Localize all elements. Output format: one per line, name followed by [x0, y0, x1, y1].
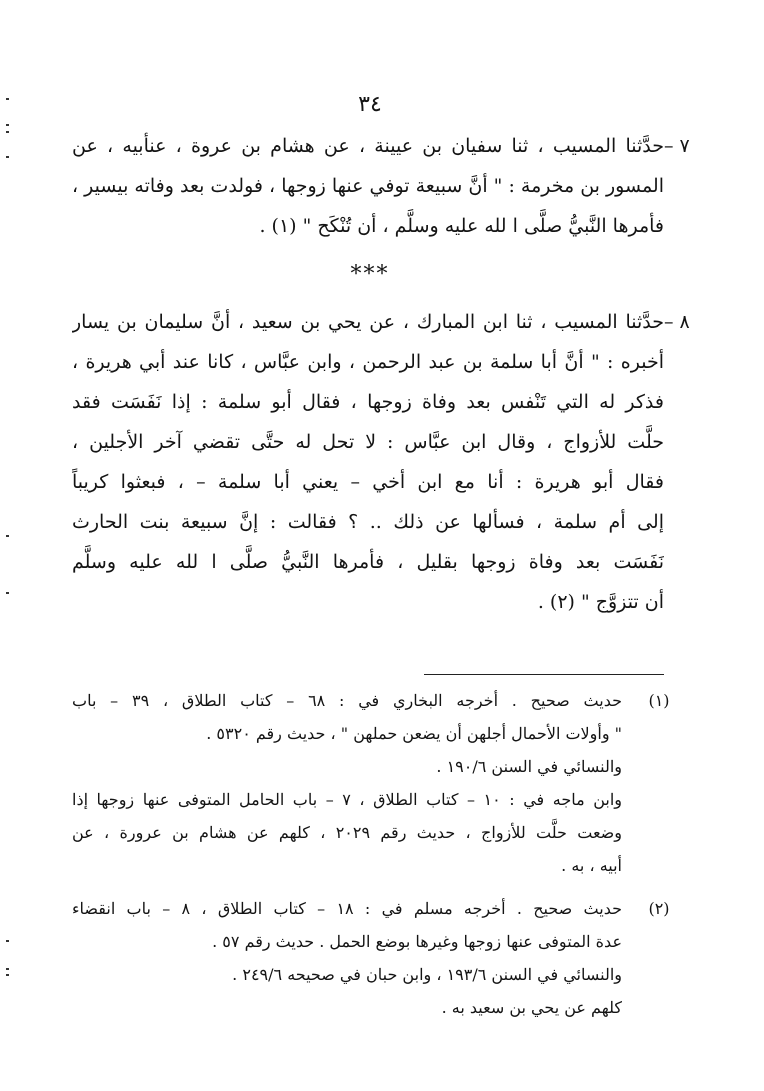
edge-mark: [6, 592, 9, 594]
edge-mark: [6, 974, 9, 976]
hadith-line: فأمرها النَّبيُّ صلَّى ا لله عليه وسلَّم ، أن تُنْكَح " (١) .: [259, 215, 664, 237]
footnote-2: [72, 892, 670, 1024]
footnote-1: [72, 684, 670, 882]
section-separator: ***: [350, 262, 390, 287]
hadith-line: حلَّت للأزواج ، وقال ابن عبَّاس : لا تحل له حتَّى تقضي آخر الأجلين ،: [72, 431, 664, 453]
footnote-line: حديث صحيح . أخرجه البخاري في : ٦٨ – كتاب الطلاق ، ٣٩ – باب: [72, 691, 622, 710]
edge-mark: [6, 124, 9, 126]
edge-mark: [6, 968, 9, 970]
footnote-line: " وأولات الأحمال أجلهن أن يضعن حملهن " ، حديث رقم ٥٣٢٠ .: [206, 724, 622, 743]
footnote-number: (١): [648, 691, 670, 710]
hadith-line: نَفَسَت بعد وفاة زوجها بقليل ، فأمرها النَّبيُّ صلَّى ا لله عليه وسلَّم: [72, 551, 664, 573]
hadith-line: حدَّثنا المسيب ، ثنا سفيان بن عيينة ، عن هشام بن عروة ، عنأبيه ، عن: [72, 135, 664, 157]
hadith-line: المسور بن مخرمة : " أنَّ سبيعة توفي عنها زوجها ، فولدت بعد وفاته بيسير ،: [72, 175, 664, 197]
hadith-number: ٨ –: [664, 311, 690, 333]
footnote-line: والنسائي في السنن ١٩٠/٦ .: [436, 757, 622, 776]
footnote-number: (٢): [648, 899, 670, 918]
footnote-line: عدة المتوفى عنها زوجها وغيرها بوضع الحمل . حديث رقم ٥٧ .: [212, 932, 622, 951]
edge-mark: [6, 156, 9, 158]
hadith-7: [72, 126, 690, 246]
edge-mark: [6, 940, 9, 942]
footnote-line: والنسائي في السنن ١٩٣/٦ ، وابن حبان في صحيحه ٢٤٩/٦ .: [232, 965, 622, 984]
footnote-line: وابن ماجه في : ١٠ – كتاب الطلاق ، ٧ – باب الحامل المتوفى عنها زوجها إذا: [72, 790, 622, 809]
hadith-8: [72, 302, 690, 622]
edge-mark: [6, 131, 9, 133]
hadith-line: فذكر له التي تَنْفس بعد وفاة زوجها ، فقال أبو سلمة : إذا نَفَسَت فقد: [72, 391, 664, 413]
footnote-line: أبيه ، به .: [561, 856, 622, 875]
hadith-line: إلى أم سلمة ، فسألها عن ذلك .. ؟ فقالت : إنَّ سبيعة بنت الحارث: [72, 511, 664, 533]
page-number: ٣٤: [358, 92, 382, 117]
hadith-line: أن تتزوَّج " (٢) .: [537, 591, 664, 613]
footnote-line: وضعت حلَّت للأزواج ، حديث رقم ٢٠٢٩ ، كلهم عن هشام بن عرورة ، عن: [72, 823, 622, 842]
footnote-line: حديث صحيح . أخرجه مسلم في : ١٨ – كتاب الطلاق ، ٨ – باب انقضاء: [72, 899, 622, 918]
hadith-line: حدَّثنا المسيب ، ثنا ابن المبارك ، عن يحي بن سعيد ، أنَّ سليمان بن يسار: [72, 311, 664, 333]
edge-mark: [6, 535, 9, 537]
hadith-line: أخبره : " أنَّ أبا سلمة بن عبد الرحمن ، وابن عبَّاس ، كانا عند أبي هريرة ،: [72, 351, 664, 373]
footnote-divider: [424, 674, 664, 675]
hadith-number: ٧ –: [664, 135, 690, 157]
hadith-line: فقال أبو هريرة : أنا مع ابن أخي – يعني أبا سلمة – ، فبعثوا كريباً: [72, 471, 664, 493]
footnote-line: كلهم عن يحي بن سعيد به .: [441, 998, 622, 1017]
